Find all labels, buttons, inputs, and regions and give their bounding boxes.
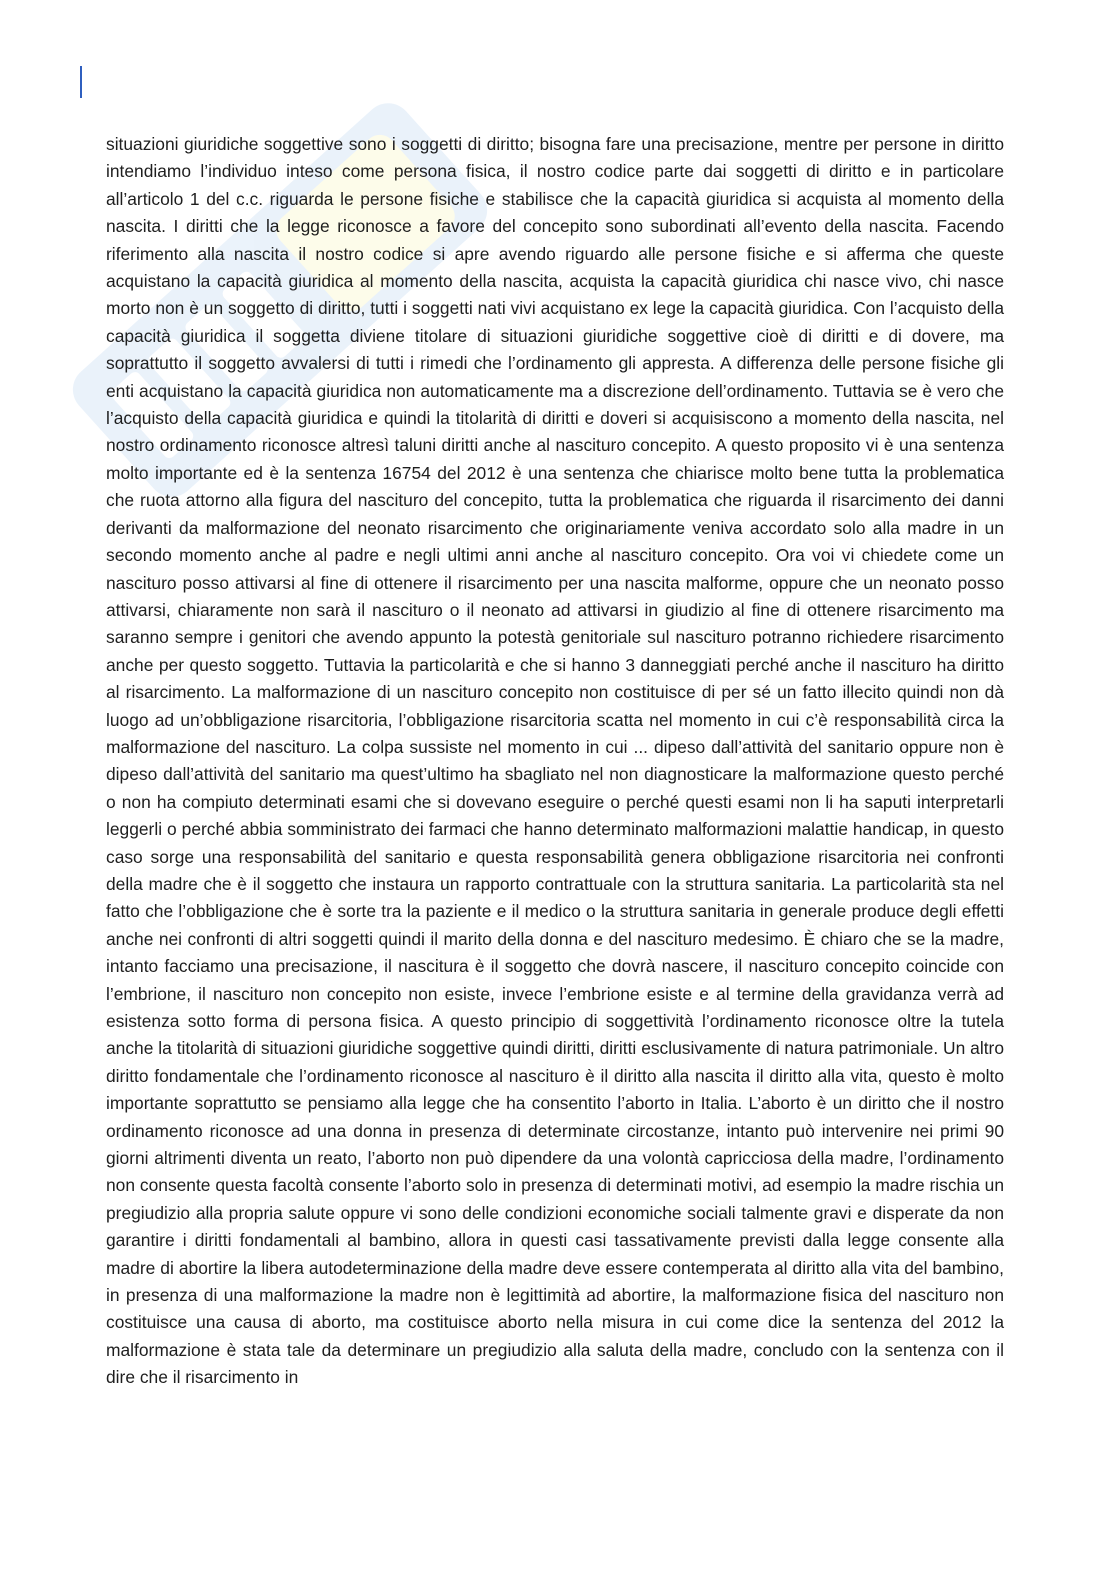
body-paragraph: situazioni giuridiche soggettive sono i soggetti di diritto; bisogna fare una precisazione, mentre per persone in diritto intendiamo l’individuo inteso come persona fisica, il nostro codice parte dai soggetti di diritto e in particolare all’articolo 1 del c.c. riguarda le persone fisiche e stabilisce che la capacità giuridica si acquista al momento della nascita. I diritti che la legge riconosce a favore del concepito sono subordinati all’evento della nascita. Facendo riferimento alla nascita il nostro codice si apre avendo riguardo alle persone fisiche e si afferma che queste acquistano la capacità giuridica al momento della nascita, acquista la capacità giuridica chi nasce vivo, chi nasce morto non è un soggetto di diritto, tutti i soggetti nati vivi acquistano ex lege la capacità giuridica. Con l’acquisto della capacità giuridica il soggetta diviene titolare di situazioni giuridiche soggettive cioè di diritti e di dovere, ma soprattutto il soggetto avvalersi di tutti i rimedi che l’ordinamento gli appresta. A differenza delle persone fisiche gli enti acquistano la capacità giuridica non automaticamente ma a discrezione dell’ordinamento. Tuttavia se è vero che l’acquisto della capacità giuridica e quindi la titolarità di diritti e doveri si acquisiscono a momento della nascita, nel nostro ordinamento riconosce altresì taluni diritti anche al nascituro concepito. A questo proposito vi è una sentenza molto importante ed è la sentenza 16754 del 2012 è una sentenza che chiarisce molto bene tutta la problematica che ruota attorno alla figura del nascituro del concepito, tutta la problematica che riguarda il risarcimento dei danni derivanti da malformazione del neonato risarcimento che originariamente veniva accordato solo alla madre in un secondo momento anche al padre e negli ultimi anni anche al nascituro concepito. Ora voi vi chiedete come un nascituro posso attivarsi al fine di ottenere il risarcimento per una nascita malforme, oppure che un neonato posso attivarsi, chiaramente non sarà il nascituro o il neonato ad attivarsi in giudizio al fine di ottenere risarcimento ma saranno sempre i genitori che avendo appunto la potestà genitoriale sul nascituro potranno richiedere risarcimento anche per questo soggetto. Tuttavia la particolarità e che si hanno 3 danneggiati perché anche il nascituro ha diritto al risarcimento. La malformazione di un nascituro concepito non costituisce di per sé un fatto illecito quindi non dà luogo ad un’obbligazione risarcitoria, l’obbligazione risarcitoria scatta nel momento in cui c’è responsabilità circa la malformazione del nascituro. La colpa sussiste nel momento in cui ... dipeso dall’attività del sanitario oppure non è dipeso dall’attività del sanitario ma quest’ultimo ha sbagliato nel non diagnosticare la malformazione questo perché o non ha compiuto determinati esami che si dovevano eseguire o perché questi esami non li ha saputi interpretarli leggerli o perché abbia somministrato dei farmaci che hanno determinato malformazioni malattie handicap, in questo caso sorge una responsabilità del sanitario e questa responsabilità genera obbligazione risarcitoria nei confronti della madre che è il soggetto che instaura un rapporto contrattuale con la struttura sanitaria. La particolarità sta nel fatto che l’obbligazione che è sorte tra la paziente e il medico o la struttura sanitaria in generale produce degli effetti anche nei confronti di altri soggetti quindi il marito della donna e del nascituro medesimo. È chiaro che se la madre, intanto facciamo una precisazione, il nascitura è il soggetto che dovrà nascere, il nascituro concepito coincide con l’embrione, il nascituro non concepito non esiste, invece l’embrione esiste e al termine della gravidanza verrà ad esistenza sotto forma di persona fisica. A questo principio di soggettività l’ordinamento riconosce oltre la tutela anche la titolarità di situazioni giuridiche soggettive quindi diritti, diritti esclusivamente di natura patrimoniale. Un altro diritto fondamentale che l’ordinamento riconosce al nascituro è il diritto alla nascita il diritto alla vita, questo è molto importante soprattutto se pensiamo alla legge che ha consentito l’aborto in Italia. L’aborto è un diritto che il nostro ordinamento riconosce ad una donna in presenza di determinate circostanze, intanto può intervenire nei primi 90 giorni altrimenti diventa un reato, l’aborto non può dipendere da una volontà capricciosa della madre, l’ordinamento non consente questa facoltà consente l’aborto solo in presenza di determinati motivi, ad esempio la madre rischia un pregiudizio alla propria salute oppure vi sono delle condizioni economiche sociali talmente gravi e disperate da non garantire i diritti fondamentali al bambino, allora in questi casi tassativamente previsti dalla legge consente alla madre di abortire la libera autodeterminazione della madre deve essere contemperata al diritto alla vita del bambino, in presenza di una malformazione la madre non è legittimità ad abortire, la malformazione fisica del nascituro non costituisce una causa di aborto, ma costituisce aborto nella misura in cui come dice la sentenza del 2012 la malformazione è stata tale da determinare un pregiudizio alla saluta della madre, concludo con la sentenza con il dire che il risarcimento in [106,134,1004,1388]
text-cursor-marker [80,66,82,98]
